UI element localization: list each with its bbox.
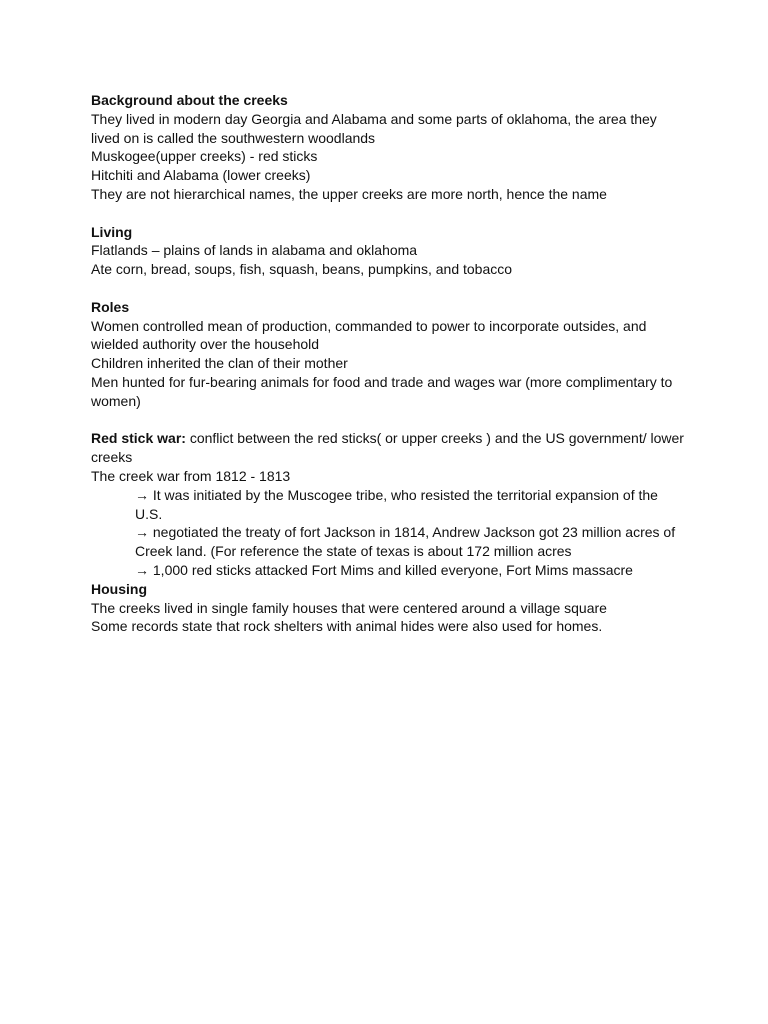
arrow-bullet-1-line-1: → It was initiated by the Muscogee tribe, who resisted the territorial expansion of the xyxy=(135,486,658,503)
housing-line-2: Some records state that rock shelters with animal hides were also used for homes. xyxy=(91,618,603,635)
document-page xyxy=(91,91,691,636)
spacer xyxy=(91,411,691,430)
background-line-2: lived on is called the southwestern woodlands xyxy=(91,129,376,146)
heading-background: Background about the creeks xyxy=(91,92,288,108)
section-housing xyxy=(91,580,691,636)
living-line-1: Flatlands – plains of lands in alabama and oklahoma xyxy=(91,242,418,259)
background-line-5: They are not hierarchical names, the upper creeks are more north, hence the name xyxy=(91,185,607,202)
section-background xyxy=(91,91,691,204)
red-stick-war-intro xyxy=(91,429,691,448)
heading-living: Living xyxy=(91,223,133,240)
roles-line-2: wielded authority over the household xyxy=(91,336,320,353)
living-line-2: Ate corn, bread, soups, fish, squash, beans, pumpkins, and tobacco xyxy=(91,261,513,278)
red-stick-war-continuation: creeks xyxy=(91,449,133,466)
housing-line-1: The creeks lived in single family houses that were centered around a village square xyxy=(91,599,607,616)
heading-roles: Roles xyxy=(91,298,130,315)
background-line-3: Muskogee(upper creeks) - red sticks xyxy=(91,148,318,165)
roles-line-3: Children inherited the clan of their mother xyxy=(91,355,348,372)
background-line-1: They lived in modern day Georgia and Alabama and some parts of oklahoma, the area they xyxy=(91,110,657,127)
heading-red-stick-war: Red stick war: xyxy=(91,430,186,447)
section-roles xyxy=(91,298,691,411)
section-red-stick-war xyxy=(91,429,691,579)
red-stick-war-dates: The creek war from 1812 - 1813 xyxy=(91,467,291,484)
arrow-bullet-2-line-2: Creek land. (For reference the state of texas is about 172 million acres xyxy=(135,543,572,560)
background-line-4: Hitchiti and Alabama (lower creeks) xyxy=(91,167,311,184)
arrow-bullet-2-line-1: → negotiated the treaty of fort Jackson in 1814, Andrew Jackson got 23 million acres of xyxy=(135,524,676,541)
roles-line-5: women) xyxy=(91,392,141,409)
arrow-bullet-1-line-2: U.S. xyxy=(135,505,163,522)
roles-line-4: Men hunted for fur-bearing animals for food and trade and wages war (more complimentary to xyxy=(91,373,673,390)
spacer xyxy=(91,204,691,223)
spacer xyxy=(91,279,691,298)
section-living xyxy=(91,223,691,279)
arrow-bullet-3-line-1: → 1,000 red sticks attacked Fort Mims and killed everyone, Fort Mims massacre xyxy=(135,561,633,578)
heading-housing: Housing xyxy=(91,580,147,597)
red-stick-war-text: conflict between the red sticks( or upper creeks ) and the US government/ lower xyxy=(185,430,684,447)
roles-line-1: Women controlled mean of production, commanded to power to incorporate outsides, and xyxy=(91,317,647,334)
